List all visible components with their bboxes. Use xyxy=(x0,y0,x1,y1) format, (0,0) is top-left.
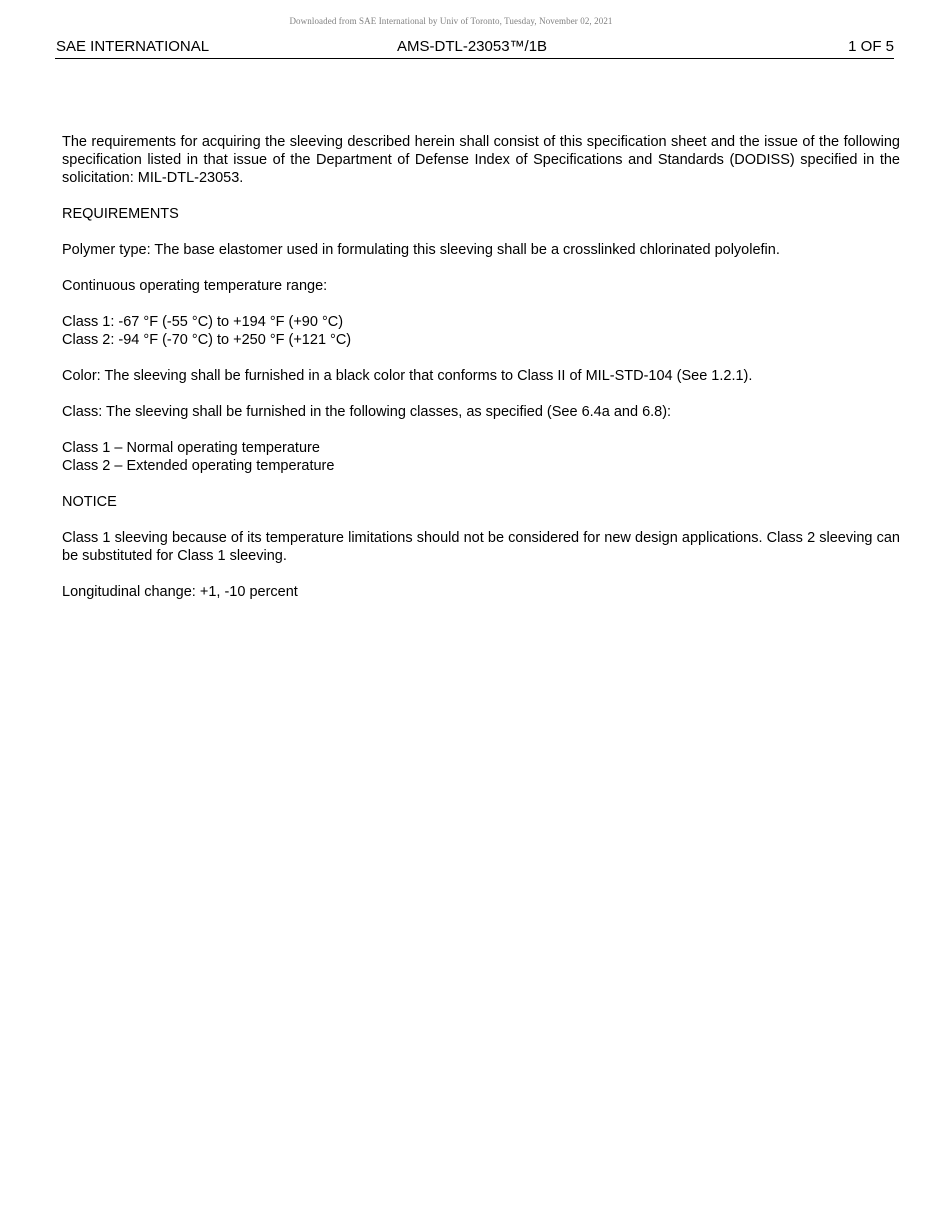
notice-paragraph: Class 1 sleeving because of its temperature limitations should not be considered for new design applications. Class 2 sleeving can be substituted for Class 1 sleeving. xyxy=(62,530,900,564)
requirements-heading: REQUIREMENTS xyxy=(62,206,179,222)
temperature-class-2: Class 2: -94 °F (-70 °C) to +250 °F (+121 °C) xyxy=(62,332,352,348)
document-body xyxy=(62,133,900,619)
polymer-type-paragraph: Polymer type: The base elastomer used in formulating this sleeving shall be a crosslinked chlorinated polyolefin. xyxy=(62,242,780,258)
color-paragraph: Color: The sleeving shall be furnished in a black color that conforms to Class II of MIL-STD-104 (See 1.2.1). xyxy=(62,368,753,384)
class-list xyxy=(62,439,900,475)
page-header xyxy=(55,38,894,59)
download-watermark: Downloaded from SAE International by Univ of Toronto, Tuesday, November 02, 2021 xyxy=(289,16,613,26)
intro-paragraph: The requirements for acquiring the sleeving described herein shall consist of this specification sheet and the issue of the following specification listed in that issue of the Department of Defense Index of Specifications and Standards (DODISS) specified in the solicitation: MIL-DTL-23053. xyxy=(62,134,900,186)
temperature-class-list xyxy=(62,313,900,349)
class-paragraph: Class: The sleeving shall be furnished in the following classes, as specified (See 6.4a and 6.8): xyxy=(62,404,672,420)
temperature-class-1: Class 1: -67 °F (-55 °C) to +194 °F (+90 °C) xyxy=(62,314,344,330)
temperature-range-label: Continuous operating temperature range: xyxy=(62,278,328,294)
longitudinal-change-paragraph: Longitudinal change: +1, -10 percent xyxy=(62,584,298,600)
class-1-item: Class 1 – Normal operating temperature xyxy=(62,440,320,456)
header-organization: SAE INTERNATIONAL xyxy=(56,38,210,55)
notice-heading: NOTICE xyxy=(62,494,117,510)
class-2-item: Class 2 – Extended operating temperature xyxy=(62,458,335,474)
header-page-number: 1 OF 5 xyxy=(848,38,894,55)
header-document-id: AMS-DTL-23053™/1B xyxy=(397,38,548,55)
